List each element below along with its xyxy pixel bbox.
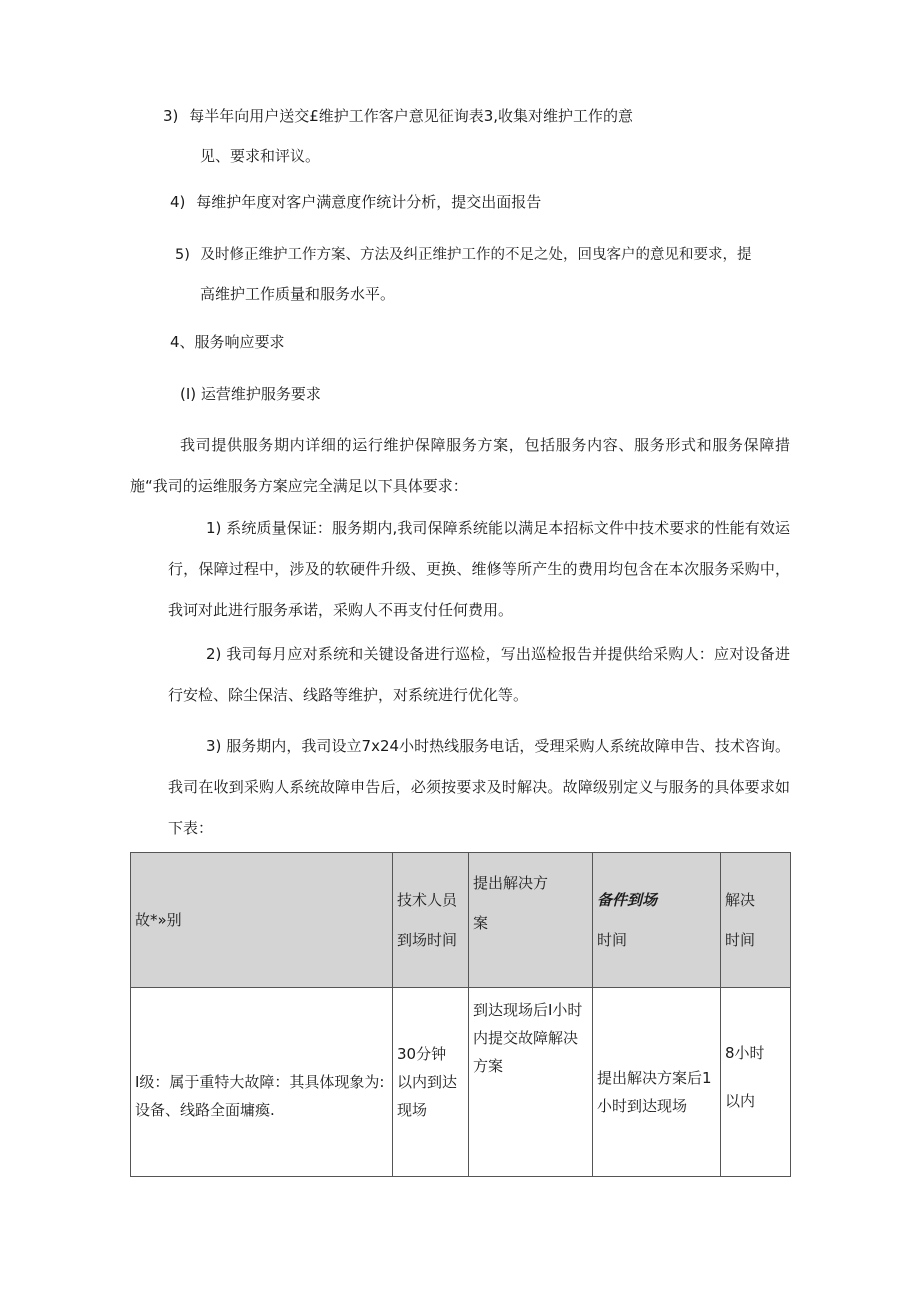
- fault-level-table: [130, 852, 791, 1177]
- item-3: [163, 106, 633, 126]
- header-solution-plan-line2: 案: [473, 914, 489, 932]
- header-solution-plan-line1: 提出解决方: [473, 874, 549, 892]
- item-5: [175, 245, 752, 265]
- header-parts-arrival: [593, 853, 721, 988]
- cell-resolution-time-line1: 8小时: [725, 1044, 765, 1062]
- intro-paragraph: 我司提供服务期内详细的运行维护保障服务方案，包括服务内容、服务形式和服务保障措施“我司的运维服务方案应完全满足以下具体要求：: [130, 436, 790, 495]
- header-tech-arrival-line2: 到场时间: [397, 931, 458, 949]
- section-title: 4、服务响应要求: [170, 333, 285, 351]
- cell-parts-arrival-line2: 小时到达现场: [597, 1097, 688, 1115]
- header-resolution-time: [721, 853, 791, 988]
- cell-resolution-time: [721, 988, 791, 1177]
- header-tech-arrival: [393, 853, 469, 988]
- requirement-2: 2) 我司每月应对系统和关键设备进行巡检，写出巡检报告并提供给采购人：应对设备进行安检、除尘保洁、线路等维护，对系统进行优化等。: [168, 645, 790, 704]
- table-row: [131, 988, 791, 1177]
- item-5-text: 及时修正维护工作方案、方法及纠正维护工作的不足之处，回曳客户的意见和要求，提: [200, 247, 752, 263]
- cell-fault-level-line1: I级：属于重特大故障：其具体现象为:: [135, 1073, 385, 1091]
- requirement-3: 3) 服务期内，我司设立7x24小时热线服务电话，受理采购人系统故障申告、技术咨询。我司在收到采购人系统故障申告后，必须按要求及时解决。故障级别定义与服务的具体要求如下表：: [168, 737, 790, 837]
- item-4-text: 每维护年度对客户满意度作统计分析，提交出面报告: [196, 193, 542, 211]
- cell-tech-arrival-line3: 现场: [397, 1101, 428, 1119]
- item-3-text: 每半年向用户送交£维护工作客户意见征询表3,收集对维护工作的意: [189, 107, 634, 125]
- item-5-number: 5): [175, 247, 190, 263]
- cell-parts-arrival-line1: 提出解决方案后1: [597, 1069, 712, 1087]
- item-4-number: 4): [170, 193, 186, 211]
- header-fault-level-text: 故*»别: [135, 911, 182, 929]
- cell-tech-arrival: [393, 988, 469, 1177]
- header-fault-level: [131, 853, 393, 988]
- item-3-number: 3): [163, 107, 179, 125]
- cell-fault-level-line2: 设备、线路全面墉瘓.: [135, 1101, 275, 1119]
- table-header-row: [131, 853, 791, 988]
- section-subtitle: (I) 运营维护服务要求: [180, 385, 321, 403]
- cell-solution-plan-line2: 内提交故障解决: [473, 1029, 579, 1047]
- cell-parts-arrival: [593, 988, 721, 1177]
- cell-solution-plan-line3: 方案: [473, 1057, 504, 1075]
- cell-tech-arrival-line2: 以内到达: [397, 1073, 458, 1091]
- header-tech-arrival-line1: 技术人员: [397, 891, 458, 909]
- cell-solution-plan: [469, 988, 593, 1177]
- cell-solution-plan-line1: 到达现场后I小时: [473, 1001, 583, 1019]
- cell-resolution-time-line2: 以内: [725, 1092, 756, 1110]
- header-solution-plan: [469, 853, 593, 988]
- cell-fault-level: [131, 988, 393, 1177]
- requirement-1: 1) 系统质量保证：服务期内,我司保障系统能以满足本招标文件中技术要求的性能有效运行，保障过程中，涉及的软硬件升级、更换、维修等所产生的费用均包含在本次服务采购中，我诃对此进行服务承诺，采购人不再支付任何费用。: [168, 519, 790, 619]
- item-4: [170, 192, 541, 212]
- header-parts-arrival-line1: 备件到场: [597, 891, 658, 909]
- header-resolution-time-line2: 时间: [725, 931, 756, 949]
- item-5-continuation: 高维护工作质量和服务水平。: [200, 285, 396, 303]
- header-parts-arrival-line2: 时间: [597, 931, 628, 949]
- cell-tech-arrival-line1: 30分钟: [397, 1045, 447, 1063]
- item-3-continuation: 见、要求和评议。: [200, 147, 321, 165]
- header-resolution-time-line1: 解决: [725, 891, 756, 909]
